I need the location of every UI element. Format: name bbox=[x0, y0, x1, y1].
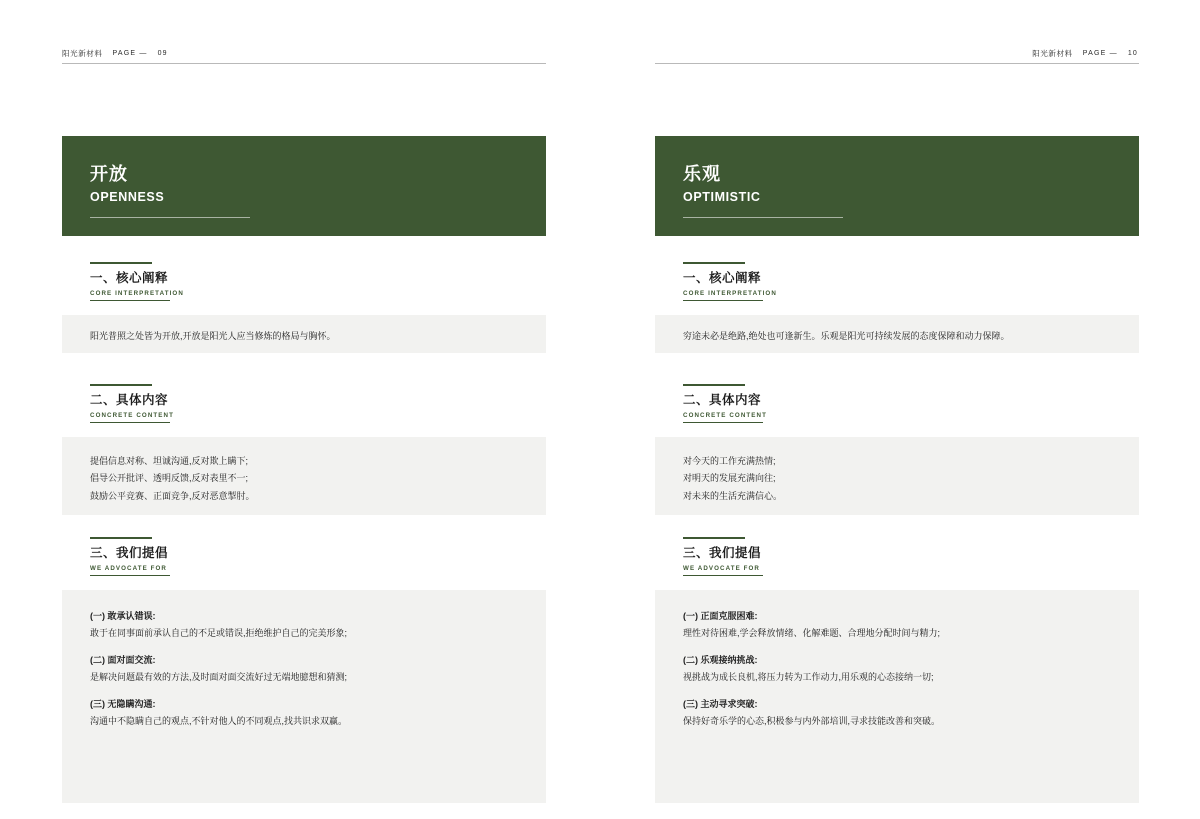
heading-bottom-rule bbox=[683, 422, 763, 423]
advocate-item bbox=[683, 608, 1115, 643]
section-heading bbox=[62, 537, 546, 576]
section-body-panel bbox=[655, 437, 1139, 515]
header-rule bbox=[655, 63, 1139, 64]
section-heading bbox=[62, 384, 546, 423]
section-core-interpretation bbox=[62, 262, 546, 353]
section-we-advocate-for bbox=[62, 537, 546, 803]
heading-top-rule bbox=[683, 384, 745, 386]
section-body-panel bbox=[62, 590, 546, 803]
body-line: 对明天的发展充满向往; bbox=[683, 473, 776, 484]
body-line: 倡导公开批评、透明反馈,反对表里不一; bbox=[90, 473, 249, 484]
heading-bottom-rule bbox=[683, 300, 763, 301]
section-subtitle: CORE INTERPRETATION bbox=[90, 289, 184, 297]
page-label: PAGE — bbox=[1082, 50, 1118, 57]
banner-title-cn: 乐观 bbox=[683, 164, 721, 184]
advocate-item-head: (三) 无隐瞒沟通: bbox=[90, 698, 156, 709]
section-subtitle: CONCRETE CONTENT bbox=[683, 411, 767, 419]
section-title: 二、具体内容 bbox=[683, 392, 762, 407]
section-core-interpretation bbox=[655, 262, 1139, 353]
heading-top-rule bbox=[90, 537, 152, 539]
body-line: 阳光普照之处皆为开放,开放是阳光人应当修炼的格局与胸怀。 bbox=[90, 330, 336, 341]
heading-top-rule bbox=[683, 262, 745, 264]
advocate-item-text: 理性对待困难,学会释放情绪、化解难题、合理地分配时间与精力; bbox=[683, 628, 941, 639]
heading-bottom-rule bbox=[90, 300, 170, 301]
section-heading bbox=[62, 262, 546, 301]
advocate-item-text: 视挑战为成长良机,将压力转为工作动力,用乐观的心态接纳一切; bbox=[683, 672, 934, 683]
section-concrete-content bbox=[655, 384, 1139, 515]
section-subtitle: WE ADVOCATE FOR bbox=[683, 564, 760, 572]
banner-title-cn: 开放 bbox=[90, 164, 128, 184]
section-body-panel bbox=[655, 315, 1139, 353]
heading-top-rule bbox=[90, 262, 152, 264]
banner-underline bbox=[90, 217, 250, 218]
page-number: 09 bbox=[157, 50, 168, 57]
advocate-item bbox=[90, 608, 522, 643]
section-body-panel bbox=[655, 590, 1139, 803]
advocate-item bbox=[683, 696, 1115, 731]
advocate-item-text: 是解决问题最有效的方法,及时面对面交流好过无端地臆想和猜测; bbox=[90, 672, 348, 683]
section-title: 二、具体内容 bbox=[90, 392, 169, 407]
banner-title-en: OPTIMISTIC bbox=[683, 189, 761, 204]
section-title: 一、核心阐释 bbox=[683, 270, 762, 285]
advocate-item-head: (一) 敢承认错误: bbox=[90, 610, 156, 621]
running-header bbox=[62, 48, 168, 59]
section-subtitle: CORE INTERPRETATION bbox=[683, 289, 777, 297]
section-heading bbox=[655, 262, 1139, 301]
section-subtitle: WE ADVOCATE FOR bbox=[90, 564, 167, 572]
brand-name: 阳光新材料 bbox=[1032, 49, 1073, 58]
body-line: 鼓励公平竞赛、正面竞争,反对恶意掣肘。 bbox=[90, 490, 255, 501]
body-line: 对未来的生活充满信心。 bbox=[683, 490, 783, 501]
section-title: 三、我们提倡 bbox=[683, 545, 762, 560]
heading-bottom-rule bbox=[683, 575, 763, 576]
banner-underline bbox=[683, 217, 843, 218]
advocate-item-text: 敢于在同事面前承认自己的不足或错误,拒绝维护自己的完美形象; bbox=[90, 628, 348, 639]
page-label: PAGE — bbox=[112, 50, 148, 57]
brand-name: 阳光新材料 bbox=[62, 49, 103, 58]
body-line: 提倡信息对称、坦诚沟通,反对欺上瞒下; bbox=[90, 455, 249, 466]
heading-top-rule bbox=[90, 384, 152, 386]
advocate-item bbox=[90, 652, 522, 687]
section-banner bbox=[655, 136, 1139, 236]
banner-title-en: OPENNESS bbox=[90, 189, 165, 204]
section-body-panel bbox=[62, 315, 546, 353]
section-we-advocate-for bbox=[655, 537, 1139, 803]
heading-bottom-rule bbox=[90, 575, 170, 576]
section-banner bbox=[62, 136, 546, 236]
section-heading bbox=[655, 384, 1139, 423]
section-title: 三、我们提倡 bbox=[90, 545, 169, 560]
heading-top-rule bbox=[683, 537, 745, 539]
header-rule bbox=[62, 63, 546, 64]
page-10 bbox=[600, 0, 1200, 819]
advocate-item-text: 保持好奇乐学的心态,积极参与内外部培训,寻求技能改善和突破。 bbox=[683, 716, 941, 727]
section-body-panel bbox=[62, 437, 546, 515]
body-line: 对今天的工作充满热情; bbox=[683, 455, 776, 466]
section-subtitle: CONCRETE CONTENT bbox=[90, 411, 174, 419]
advocate-item-text: 沟通中不隐瞒自己的观点,不针对他人的不同观点,找共识求双赢。 bbox=[90, 716, 348, 727]
section-title: 一、核心阐释 bbox=[90, 270, 169, 285]
advocate-item-head: (二) 面对面交流: bbox=[90, 654, 156, 665]
advocate-item-head: (二) 乐观接纳挑战: bbox=[683, 654, 758, 665]
advocate-item-head: (三) 主动寻求突破: bbox=[683, 698, 758, 709]
heading-bottom-rule bbox=[90, 422, 170, 423]
body-line: 穷途未必是绝路,绝处也可逢新生。乐观是阳光可持续发展的态度保障和动力保障。 bbox=[683, 330, 1010, 341]
section-concrete-content bbox=[62, 384, 546, 515]
page-number: 10 bbox=[1127, 50, 1138, 57]
section-heading bbox=[655, 537, 1139, 576]
advocate-item-head: (一) 正面克服困难: bbox=[683, 610, 758, 621]
advocate-item bbox=[90, 696, 522, 731]
advocate-item bbox=[683, 652, 1115, 687]
running-header bbox=[1032, 48, 1138, 59]
